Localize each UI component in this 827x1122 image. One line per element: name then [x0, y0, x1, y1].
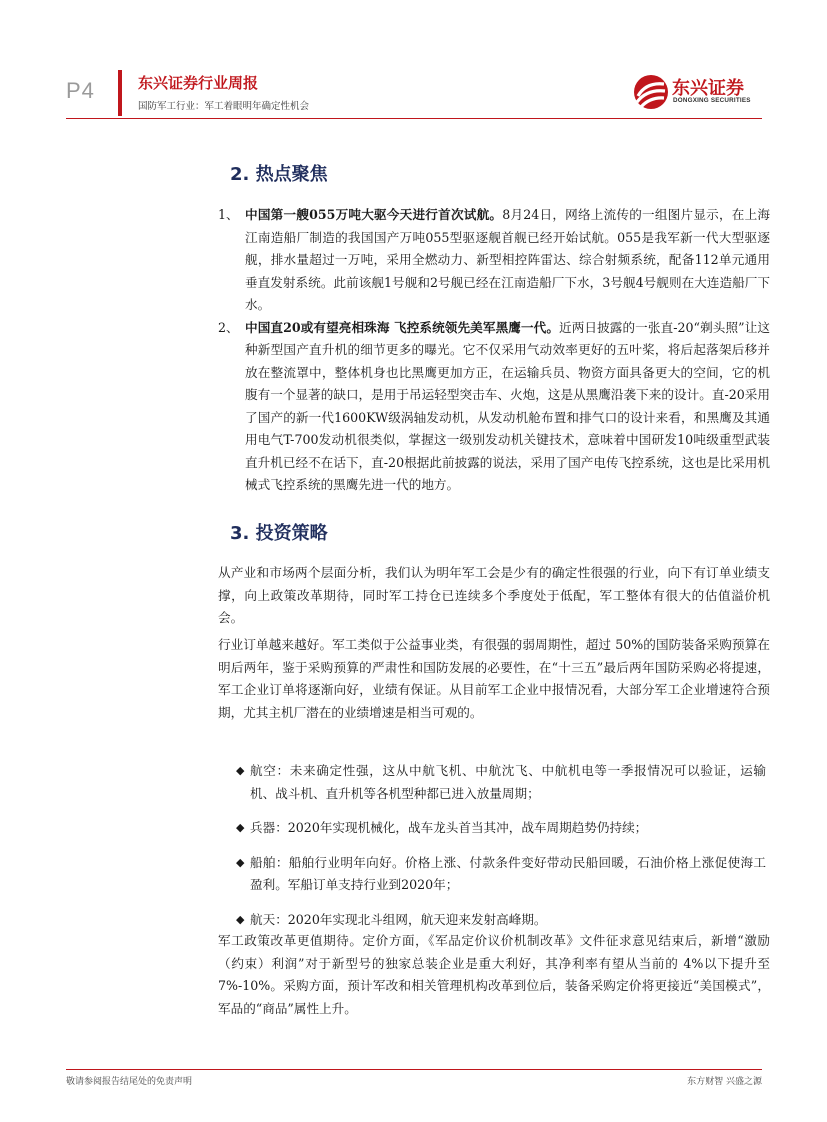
hot-topic-item-1 — [218, 204, 770, 317]
strategy-paragraph-2: 行业订单越来越好。军工类似于公益事业类，有很强的弱周期性，超过 50%的国防装备采购预算在明后两年，鉴于采购预算的严肃性和国防发展的必要性，在“十三五”最后两年国防采购必将提速，军工企业订单将逐渐向好，业绩有保证。从目前军工企业中报情况看，大部分军工企业增速符合预期，尤其主机厂潜在的业绩增速是相当可观的。 — [218, 637, 770, 720]
header-divider — [66, 118, 762, 119]
diamond-bullet-icon: ◆ — [236, 764, 245, 777]
item-number: 2、 — [218, 319, 239, 335]
report-title: 东兴证券行业周报 — [138, 74, 259, 92]
footer-slogan: 东方财智 兴盛之源 — [687, 1077, 762, 1087]
strategy-paragraph-1: 从产业和市场两个层面分析，我们认为明年军工会是少有的确定性很强的行业，向下有订单业绩支撑，向上政策改革期待，同时军工持仓已连续多个季度处于低配，军工整体有很大的估值溢价机会。 — [218, 565, 770, 625]
item-number: 1、 — [218, 207, 239, 222]
bullet-aviation: ◆ 航空：未来确定性强，这从中航飞机、中航沈飞、中航机电等一季报情况可以验证，运输机、战斗机、直升机等各机型种都已进入放量周期； — [236, 760, 766, 805]
strategy-paragraph-3: 军工政策改革更值期待。定价方面，《军品定价议价机制改革》文件征求意见结束后，新增“激励（约束）利润”对于新型号的独家总装企业是重大利好，其净利率有望从当前的 4%以下提升至 7%-10%。采购方面，预计军改和相关管理机构改革到位后，装备采购定价将更接近“美国模式”，军品的“商品”属性上升。 — [218, 933, 770, 1016]
logo-mark-icon — [632, 72, 670, 112]
logo-text-cn: 东兴证券 — [672, 78, 744, 99]
section-2-title: 2. 热点聚焦 — [230, 164, 328, 185]
sector-bullets — [236, 760, 766, 931]
header-accent-bar — [118, 70, 122, 116]
diamond-bullet-icon: ◆ — [236, 821, 245, 834]
item-headline: 中国直20或有望亮相珠海 飞控系统领先美军黑鹰一代。 — [245, 319, 560, 335]
page-header — [0, 0, 827, 125]
footer-disclaimer: 敬请参阅报告结尾处的免责声明 — [66, 1077, 193, 1087]
logo-text-en: DONGXING SECURITIES — [673, 97, 751, 104]
hot-topic-item-2 — [218, 317, 770, 497]
diamond-bullet-icon: ◆ — [236, 855, 245, 869]
bullet-aerospace: ◆ 航天：2020年实现北斗组网，航天迎来发射高峰期。 — [236, 909, 766, 932]
item-body: 8月24日，网络上流传的一组图片显示，在上海江南造船厂制造的我国国产万吨055型驱逐舰首舰已经开始试航。055是我军新一代大型驱逐舰，排水量超过一万吨，采用全燃动力、新型相控阵雷达、综合射频系统，配备112单元通用垂直发射系统。此前该舰1号舰和2号舰已经在江南造船厂下水，3号舰4号舰则在大连造船厂下水。 — [245, 207, 770, 312]
bullet-ordnance: ◆ 兵器：2020年实现机械化，战车龙头首当其冲，战车周期趋势仍持续； — [236, 817, 766, 840]
item-headline: 中国第一艘055万吨大驱今天进行首次试航。 — [245, 207, 503, 222]
page-number: P4 — [66, 78, 95, 103]
hot-topics-list — [218, 204, 770, 497]
bullet-shipbuilding: ◆ 船舶：船舶行业明年向好。价格上涨、付款条件变好带动民船回暖，石油价格上涨促使海工盈利。军船订单支持行业到2020年； — [236, 852, 766, 897]
item-body: 近两日披露的一张直-20“剃头照”让这种新型国产直升机的细节更多的曝光。它不仅采用气动效率更好的五叶桨，将后起落架后移并放在整流罩中，整体机身也比黑鹰更加方正，在运输兵员、物资方面具备更大的空间，它的机腹有一个显著的缺口，是用于吊运轻型突击车、火炮，这是从黑鹰沿袭下来的设计。直-20采用了国产的新一代1600KW级涡轴发动机，从发动机舱布置和排气口的设计来看，和黑鹰及其通用电气T-700发动机很类似，掌握这一级别发动机关键技术，意味着中国研发10吨级重型武装直升机已经不在话下，直-20根据此前披露的说法，采用了国产电传飞控系统，这也是比采用机械式飞控系统的黑鹰先进一代的地方。 — [245, 319, 770, 492]
footer-divider — [66, 1069, 762, 1070]
company-logo — [632, 72, 762, 114]
section-3-title: 3. 投资策略 — [230, 523, 328, 544]
report-subtitle: 国防军工行业：军工着眼明年确定性机会 — [138, 101, 310, 112]
diamond-bullet-icon: ◆ — [236, 912, 245, 926]
